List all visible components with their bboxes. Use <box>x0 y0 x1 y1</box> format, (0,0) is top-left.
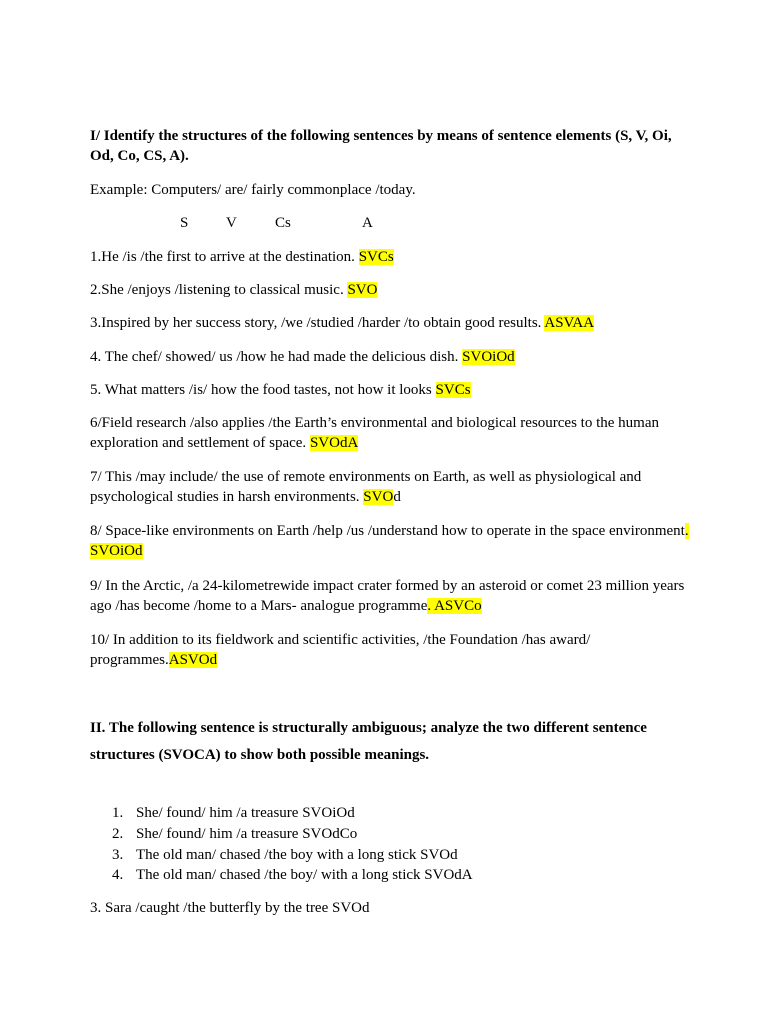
final-sentence: 3. Sara /caught /the butterfly by the tree SVOd <box>90 900 370 916</box>
exercise-item-2: 2.She /enjoys /listening to classical music. SVO <box>90 282 378 298</box>
answer-highlight: SVO <box>363 489 394 505</box>
exercise-item-4: 4. The chef/ showed/ us /how he had made the delicious dish. SVOiOd <box>90 349 515 365</box>
answer-highlight: SVOdA <box>309 435 359 451</box>
list-item: 4. The old man/ chased /the boy/ with a long stick SVOdA <box>112 867 473 883</box>
answer-highlight: . SVOiOd <box>90 523 689 559</box>
section1-heading: I/ Identify the structures of the following sentences by means of sentence elements (S, V, Oi, Od, Co, CS, A). <box>90 128 672 164</box>
section2-heading: II. The following sentence is structurally ambiguous; analyze the two different sentence structures (SVOCA) to show both possible meanings. <box>90 720 647 763</box>
answer-highlight: SVCs <box>435 382 471 398</box>
exercise-item-1: 1.He /is /the first to arrive at the destination. SVCs <box>90 249 394 265</box>
example-label-v: V <box>226 215 237 231</box>
answer-highlight: . ASVCo <box>427 598 482 614</box>
answer-highlight: ASVOd <box>168 652 218 668</box>
exercise-item-3: 3.Inspired by her success story, /we /studied /harder /to obtain good results. ASVAA <box>90 315 595 331</box>
exercise-item-7: 7/ This /may include/ the use of remote environments on Earth, as well as physiological and psychological studies in harsh environments. SVOd <box>90 469 642 505</box>
list-item: 1. She/ found/ him /a treasure SVOiOd <box>112 805 355 821</box>
answer-highlight: SVO <box>347 282 378 298</box>
answer-highlight: SVCs <box>358 249 394 265</box>
list-item: 2. She/ found/ him /a treasure SVOdCo <box>112 826 358 842</box>
exercise-item-9: 9/ In the Arctic, /a 24-kilometrewide impact crater formed by an asteroid or comet 23 million years ago /has become /home to a Mars- analogue programme. ASVCo <box>90 578 685 614</box>
exercise-item-6: 6/Field research /also applies /the Earth’s environmental and biological resources to the human exploration and settlement of space. SVOdA <box>90 415 659 451</box>
exercise-item-5: 5. What matters /is/ how the food tastes, not how it looks SVCs <box>90 382 471 398</box>
answer-highlight: SVOiOd <box>462 349 515 365</box>
example-label-s: S <box>180 215 189 231</box>
answer-highlight: ASVAA <box>544 315 595 331</box>
example-label-cs: Cs <box>275 215 291 231</box>
list-item: 3. The old man/ chased /the boy with a long stick SVOd <box>112 847 458 863</box>
exercise-item-8: 8/ Space-like environments on Earth /help /us /understand how to operate in the space environment. SVOiOd <box>90 523 689 559</box>
example-sentence: Example: Computers/ are/ fairly commonplace /today. <box>90 182 416 198</box>
exercise-item-10: 10/ In addition to its fieldwork and scientific activities, /the Foundation /has award/ programmes.ASVOd <box>90 632 591 668</box>
example-label-a: A <box>362 215 373 231</box>
